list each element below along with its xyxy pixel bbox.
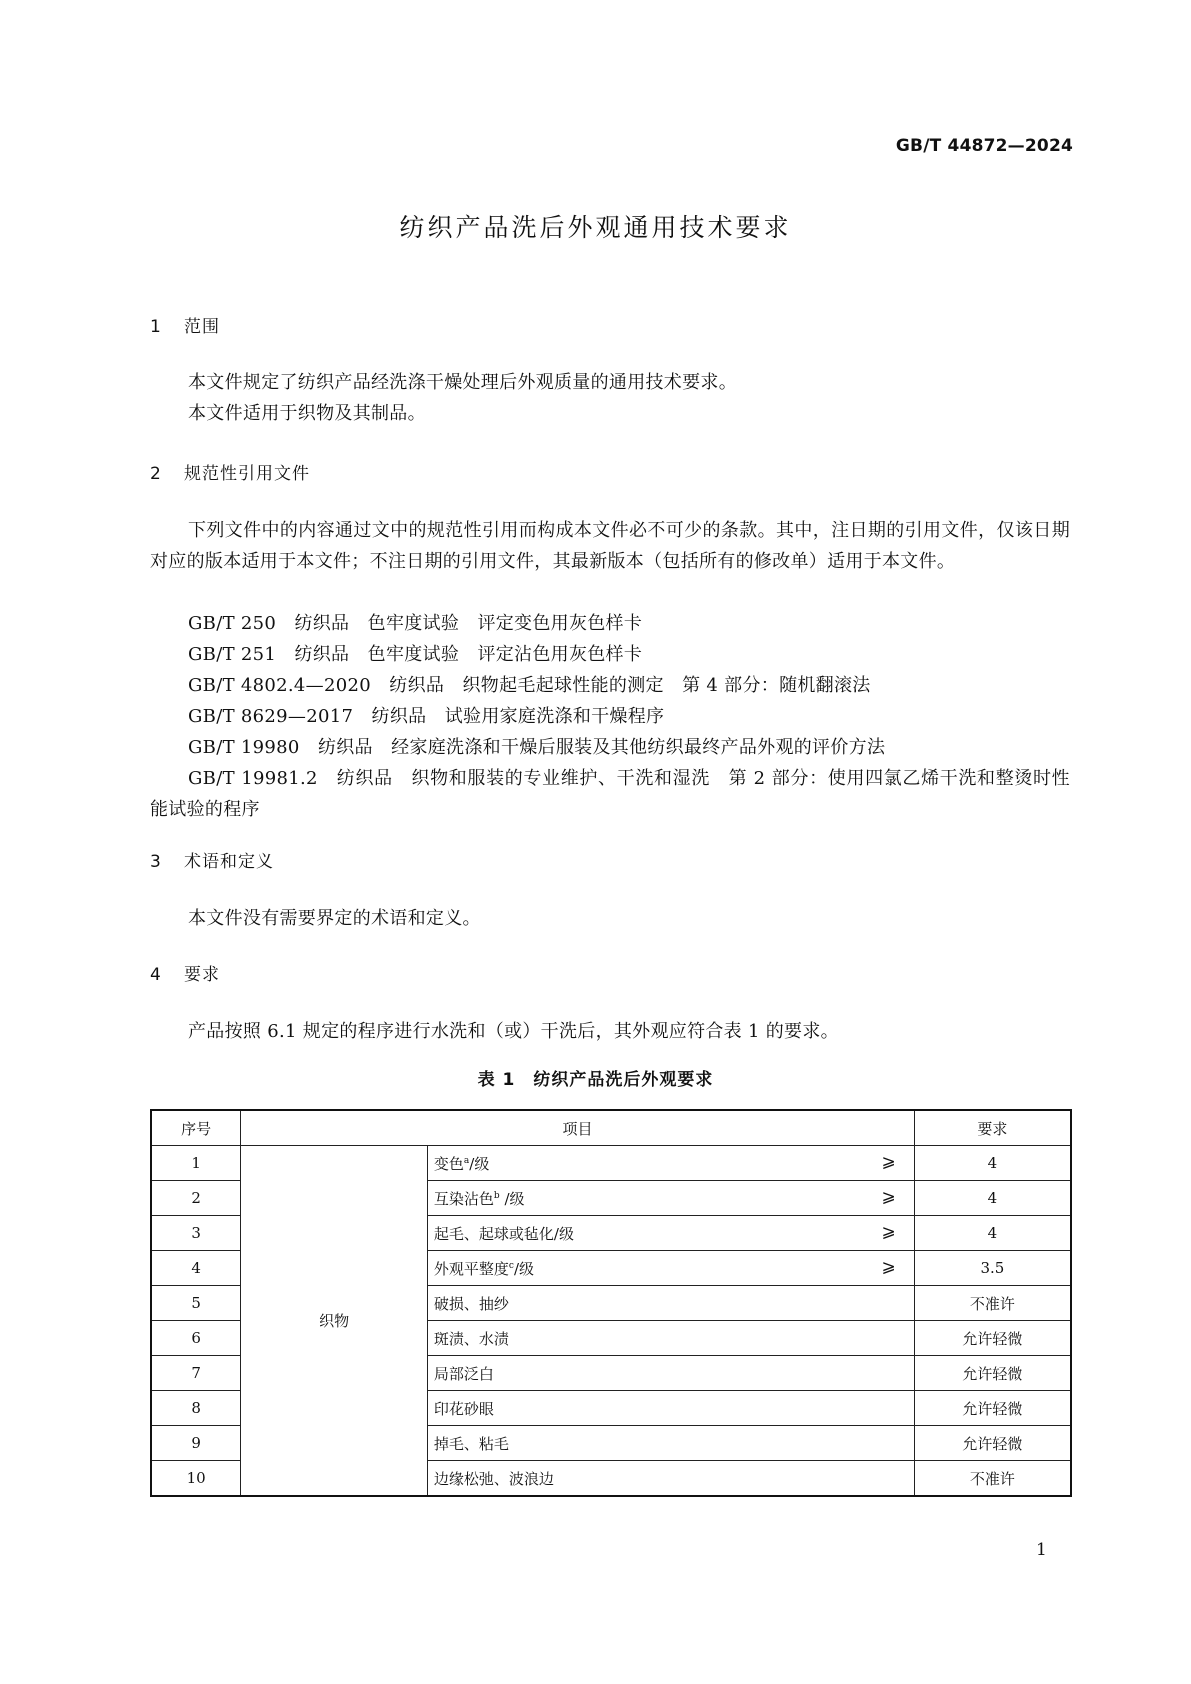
reference-item: GB/T 8629—2017 纺织品 试验用家庭洗涤和干燥程序 bbox=[188, 706, 665, 727]
section-4-heading bbox=[150, 960, 220, 985]
reference-item: GB/T 251 纺织品 色牢度试验 评定沾色用灰色样卡 bbox=[188, 644, 643, 665]
section-1-heading bbox=[150, 312, 220, 337]
row-number: 6 bbox=[151, 1321, 241, 1356]
requirement-value: 允许轻微 bbox=[914, 1321, 1071, 1356]
footnote-marker: b bbox=[493, 1190, 500, 1201]
requirements-paragraph: 产品按照 6.1 规定的程序进行水洗和（或）干洗后，其外观应符合表 1 的要求。 bbox=[188, 1021, 839, 1042]
requirement-value: 3.5 bbox=[914, 1251, 1071, 1286]
item-label: 外观平整度 bbox=[433, 1259, 509, 1278]
row-number: 7 bbox=[151, 1356, 241, 1391]
section-2-heading bbox=[150, 459, 310, 484]
greater-equal-symbol: ⩾ bbox=[881, 1257, 896, 1277]
requirement-value: 允许轻微 bbox=[914, 1356, 1071, 1391]
row-number: 1 bbox=[151, 1146, 241, 1181]
document-title: 纺织产品洗后外观通用技术要求 bbox=[399, 213, 792, 242]
section-3-heading bbox=[150, 847, 274, 872]
standard-number: GB/T 44872—2024 bbox=[895, 136, 1073, 156]
greater-equal-symbol: ⩾ bbox=[881, 1187, 896, 1207]
item-label: 斑渍、水渍 bbox=[433, 1329, 509, 1348]
scope-paragraph-2: 本文件适用于织物及其制品。 bbox=[188, 403, 426, 424]
item-label: 边缘松弛、波浪边 bbox=[433, 1469, 554, 1488]
footnote-marker: a bbox=[463, 1155, 470, 1166]
section-title: 术语和定义 bbox=[184, 852, 274, 872]
requirement-value: 允许轻微 bbox=[914, 1391, 1071, 1426]
requirement-value: 不准许 bbox=[914, 1461, 1071, 1497]
item-label: 破损、抽纱 bbox=[433, 1294, 509, 1313]
greater-equal-symbol: ⩾ bbox=[881, 1222, 896, 1242]
section-number: 3 bbox=[150, 852, 162, 872]
scope-paragraph-1: 本文件规定了纺织产品经洗涤干燥处理后外观质量的通用技术要求。 bbox=[188, 372, 737, 393]
item-cell bbox=[427, 1181, 914, 1216]
item-cell bbox=[427, 1391, 914, 1426]
section-title: 要求 bbox=[184, 965, 220, 985]
table-header-row bbox=[151, 1110, 1071, 1146]
requirement-value: 4 bbox=[914, 1181, 1071, 1216]
item-cell bbox=[427, 1356, 914, 1391]
requirement-value: 4 bbox=[914, 1146, 1071, 1181]
footnote-marker: c bbox=[508, 1260, 514, 1271]
requirement-value: 允许轻微 bbox=[914, 1426, 1071, 1461]
reference-item: GB/T 250 纺织品 色牢度试验 评定变色用灰色样卡 bbox=[188, 613, 643, 634]
requirement-value: 4 bbox=[914, 1216, 1071, 1251]
terms-paragraph: 本文件没有需要界定的术语和定义。 bbox=[188, 908, 481, 929]
page-number: 1 bbox=[1036, 1540, 1047, 1560]
row-number: 4 bbox=[151, 1251, 241, 1286]
row-number: 2 bbox=[151, 1181, 241, 1216]
header-no: 序号 bbox=[151, 1110, 241, 1146]
row-number: 10 bbox=[151, 1461, 241, 1497]
section-number: 1 bbox=[150, 317, 162, 337]
item-unit: /级 bbox=[469, 1154, 490, 1173]
table-body bbox=[151, 1146, 1071, 1497]
item-label: 印花砂眼 bbox=[433, 1399, 494, 1418]
item-cell bbox=[427, 1146, 914, 1181]
item-label: 掉毛、粘毛 bbox=[433, 1434, 509, 1453]
item-cell bbox=[427, 1461, 914, 1497]
item-cell bbox=[427, 1251, 914, 1286]
item-cell bbox=[427, 1216, 914, 1251]
item-unit: /级 bbox=[513, 1259, 535, 1278]
item-label: 起毛、起球或毡化/级 bbox=[433, 1224, 574, 1243]
row-number: 9 bbox=[151, 1426, 241, 1461]
reference-item-wrapped: GB/T 19981.2 纺织品 织物和服装的专业维护、干洗和湿洗 第 2 部分：使用四氯乙烯干洗和整烫时性能试验的程序 bbox=[150, 768, 1070, 820]
item-label: 局部泛白 bbox=[433, 1364, 494, 1383]
category-cell: 织物 bbox=[241, 1146, 428, 1497]
requirements-table bbox=[150, 1109, 1072, 1497]
reference-item: GB/T 19980 纺织品 经家庭洗涤和干燥后服装及其他纺织最终产品外观的评价方法 bbox=[188, 737, 886, 758]
section-number: 4 bbox=[150, 965, 162, 985]
table-caption: 表 1 纺织产品洗后外观要求 bbox=[477, 1070, 714, 1090]
item-cell bbox=[427, 1286, 914, 1321]
row-number: 3 bbox=[151, 1216, 241, 1251]
section-title: 范围 bbox=[184, 317, 220, 337]
section-number: 2 bbox=[150, 464, 162, 484]
section-title: 规范性引用文件 bbox=[184, 464, 310, 484]
item-cell bbox=[427, 1321, 914, 1356]
greater-equal-symbol: ⩾ bbox=[881, 1152, 896, 1172]
row-number: 8 bbox=[151, 1391, 241, 1426]
requirement-value: 不准许 bbox=[914, 1286, 1071, 1321]
item-label: 互染沾色 bbox=[433, 1189, 494, 1208]
header-item: 项目 bbox=[241, 1110, 914, 1146]
header-requirement: 要求 bbox=[914, 1110, 1071, 1146]
item-cell bbox=[427, 1426, 914, 1461]
item-unit: /级 bbox=[499, 1189, 525, 1208]
table-row bbox=[151, 1146, 1071, 1181]
reference-item: GB/T 4802.4—2020 纺织品 织物起毛起球性能的测定 第 4 部分：随机翻滚法 bbox=[188, 675, 871, 696]
row-number: 5 bbox=[151, 1286, 241, 1321]
references-intro: 下列文件中的内容通过文中的规范性引用而构成本文件必不可少的条款。其中，注日期的引用文件，仅该日期对应的版本适用于本文件；不注日期的引用文件，其最新版本（包括所有的修改单）适用于本文件。 bbox=[150, 520, 1070, 572]
item-label: 变色 bbox=[433, 1154, 464, 1173]
